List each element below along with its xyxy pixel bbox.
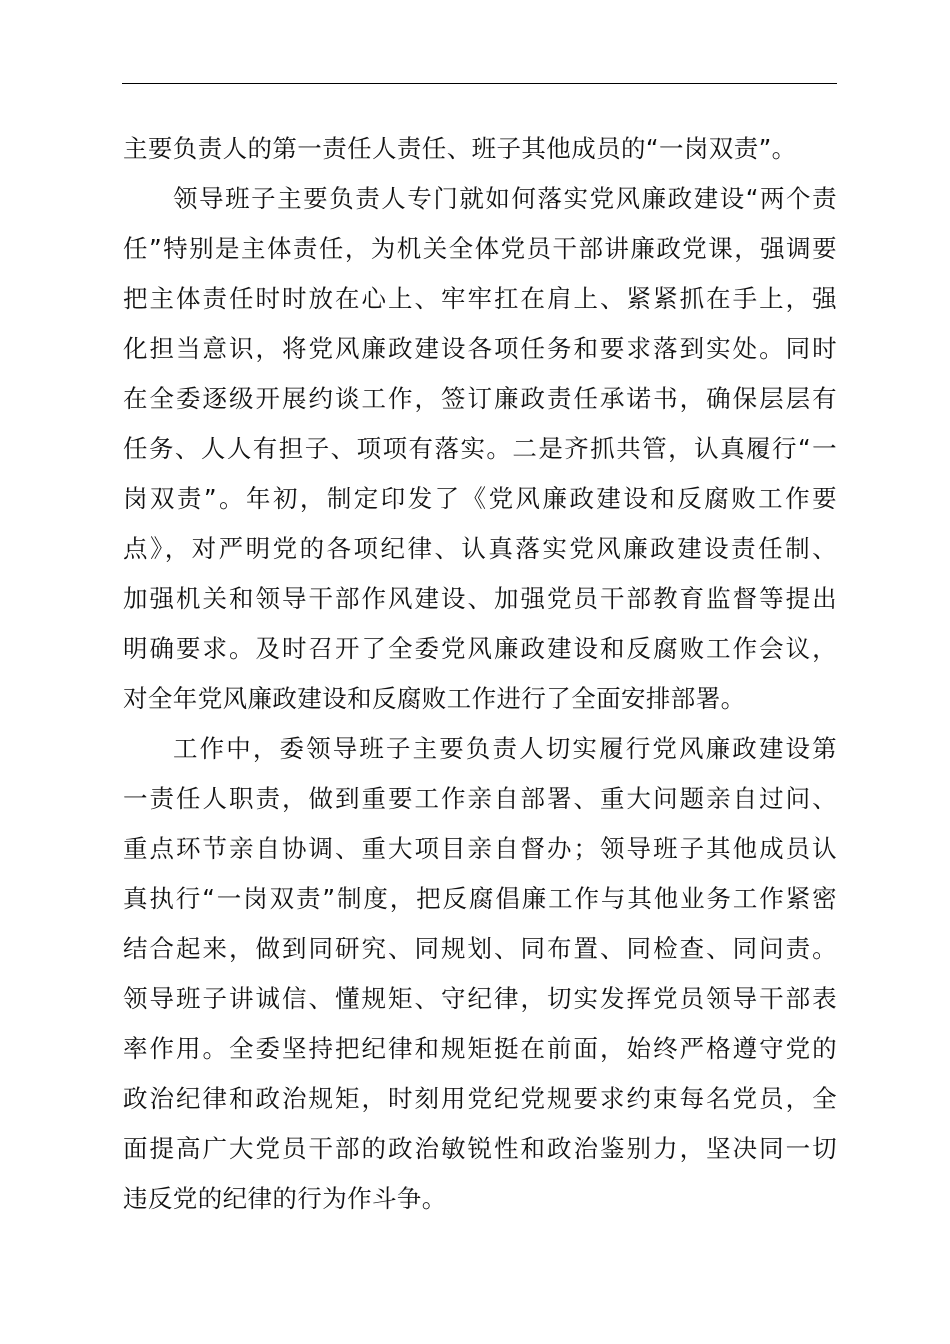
document-body bbox=[123, 124, 837, 1224]
text-line: 领导班子讲诚信、懂规矩、守纪律，切实发挥党员领导干部表 bbox=[123, 984, 837, 1013]
text-line: 主要负责人的第一责任人责任、班子其他成员的“一岗双责”。 bbox=[123, 134, 797, 163]
text-line: 一责任人职责，做到重要工作亲自部署、重大问题亲自过问、 bbox=[123, 784, 837, 813]
text-line: 结合起来，做到同研究、同规划、同布置、同检查、同问责。 bbox=[123, 934, 837, 963]
text-line: 政治纪律和政治规矩，时刻用党纪党规要求约束每名党员，全 bbox=[123, 1084, 837, 1113]
text-line: 率作用。全委坚持把纪律和规矩挺在前面，始终严格遵守党的 bbox=[123, 1034, 837, 1063]
text-line: 工作中，委领导班子主要负责人切实履行党风廉政建设第 bbox=[173, 734, 837, 763]
text-line: 加强机关和领导干部作风建设、加强党员干部教育监督等提出 bbox=[123, 584, 837, 613]
text-line: 领导班子主要负责人专门就如何落实党风廉政建设“两个责 bbox=[173, 184, 837, 213]
text-line: 对全年党风廉政建设和反腐败工作进行了全面安排部署。 bbox=[123, 684, 746, 713]
text-line: 真执行“一岗双责”制度，把反腐倡廉工作与其他业务工作紧密 bbox=[123, 884, 837, 913]
text-line: 重点环节亲自协调、重大项目亲自督办；领导班子其他成员认 bbox=[123, 834, 837, 863]
text-line: 任务、人人有担子、项项有落实。二是齐抓共管，认真履行“一 bbox=[123, 434, 837, 463]
text-line: 明确要求。及时召开了全委党风廉政建设和反腐败工作会议， bbox=[123, 634, 837, 663]
text-line: 把主体责任时时放在心上、牢牢扛在肩上、紧紧抓在手上，强 bbox=[123, 284, 837, 313]
text-line: 任”特别是主体责任，为机关全体党员干部讲廉政党课，强调要 bbox=[123, 234, 837, 263]
text-line: 违反党的纪律的行为作斗争。 bbox=[123, 1184, 447, 1213]
text-line: 岗双责”。年初，制定印发了《党风廉政建设和反腐败工作要 bbox=[123, 484, 837, 513]
text-line: 化担当意识，将党风廉政建设各项任务和要求落到实处。同时 bbox=[123, 334, 837, 363]
paragraph-3 bbox=[123, 724, 837, 1224]
paragraph-2 bbox=[123, 174, 837, 724]
text-line: 在全委逐级开展约谈工作，签订廉政责任承诺书，确保层层有 bbox=[123, 384, 837, 413]
text-line: 点》，对严明党的各项纪律、认真落实党风廉政建设责任制、 bbox=[123, 534, 837, 563]
header-rule bbox=[122, 83, 837, 84]
text-line: 面提高广大党员干部的政治敏锐性和政治鉴别力，坚决同一切 bbox=[123, 1134, 837, 1163]
paragraph-1 bbox=[123, 124, 837, 174]
